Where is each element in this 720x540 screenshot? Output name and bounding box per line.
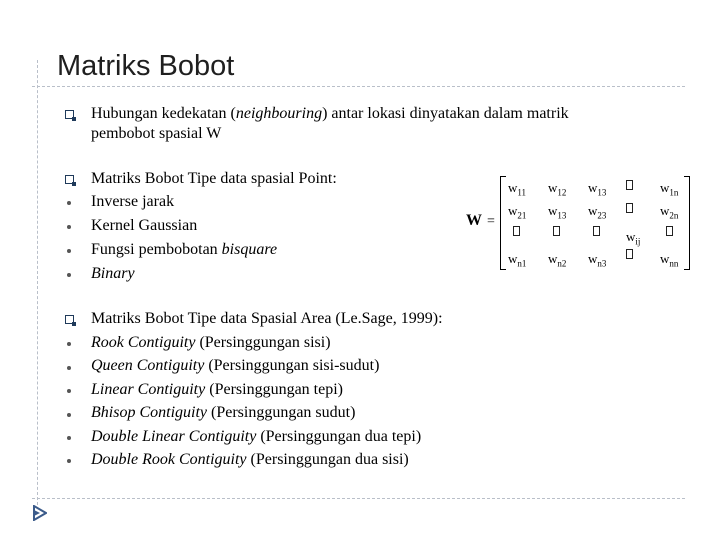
checkbox-bullet-icon bbox=[65, 315, 74, 324]
weight-matrix-figure bbox=[460, 172, 690, 272]
dot-bullet-icon bbox=[67, 366, 71, 370]
placeholder-box-icon bbox=[666, 226, 673, 236]
dot-bullet-icon bbox=[67, 389, 71, 393]
matrix-cell: $w_{n2}$ bbox=[548, 251, 567, 269]
placeholder-box-icon bbox=[593, 226, 600, 236]
slide-nav-icon[interactable] bbox=[33, 505, 47, 526]
matrix-cell: $w_{21}$ bbox=[508, 203, 527, 221]
dot-bullet-icon bbox=[67, 342, 71, 346]
section2-item: Inverse jarak bbox=[91, 193, 175, 210]
slide-title: Matriks Bobot bbox=[57, 50, 235, 82]
section3-item: Double Rook Contiguity (Persinggungan dua sisi) bbox=[91, 451, 409, 468]
matrix-cell: $w_{11}$ bbox=[508, 180, 527, 198]
matrix-cell: $w_{1n}$ bbox=[660, 180, 679, 198]
section3-heading: Matriks Bobot Tipe data Spasial Area (Le.Sage, 1999): bbox=[91, 310, 443, 327]
matrix-cell: $w_{ij}$ bbox=[626, 229, 641, 247]
dot-bullet-icon bbox=[67, 273, 71, 277]
equals-sign: = bbox=[487, 214, 495, 229]
dot-bullet-icon bbox=[67, 201, 71, 205]
section2-item: Fungsi pembobotan bisquare bbox=[91, 241, 278, 258]
matrix-cell: $w_{nn}$ bbox=[660, 251, 679, 269]
dot-bullet-icon bbox=[67, 225, 71, 229]
matrix-cell: $w_{n3}$ bbox=[588, 251, 607, 269]
placeholder-box-icon bbox=[513, 226, 520, 236]
matrix-left-bracket bbox=[500, 176, 506, 270]
matrix-right-bracket bbox=[684, 176, 690, 270]
checkbox-bullet-icon bbox=[65, 110, 74, 119]
dot-bullet-icon bbox=[67, 249, 71, 253]
matrix-label: W bbox=[466, 212, 482, 229]
section2-heading: Matriks Bobot Tipe data spasial Point: bbox=[91, 170, 337, 187]
matrix-cell: $w_{12}$ bbox=[548, 180, 567, 198]
matrix-cell: $w_{13}$ bbox=[548, 203, 567, 221]
matrix-cell: $w_{13}$ bbox=[588, 180, 607, 198]
placeholder-box-icon bbox=[626, 180, 633, 190]
section1-line2: pembobot spasial W bbox=[91, 125, 222, 142]
dot-bullet-icon bbox=[67, 436, 71, 440]
matrix-cell: $w_{n1}$ bbox=[508, 251, 527, 269]
placeholder-box-icon bbox=[626, 203, 633, 213]
placeholder-box-icon bbox=[553, 226, 560, 236]
section3-item: Bhisop Contiguity (Persinggungan sudut) bbox=[91, 404, 356, 421]
title-divider bbox=[32, 86, 685, 87]
section3-item: Double Linear Contiguity (Persinggungan dua tepi) bbox=[91, 428, 422, 445]
section1-line1: Hubungan kedekatan (neighbouring) antar lokasi dinyatakan dalam matrik bbox=[91, 105, 569, 122]
section3-item: Linear Contiguity (Persinggungan tepi) bbox=[91, 381, 343, 398]
section3-item: Rook Contiguity (Persinggungan sisi) bbox=[91, 334, 331, 351]
placeholder-box-icon bbox=[626, 249, 633, 259]
section3-item: Queen Contiguity (Persinggungan sisi-sudut) bbox=[91, 357, 380, 374]
section2-item: Binary bbox=[91, 265, 135, 282]
checkbox-bullet-icon bbox=[65, 175, 74, 184]
section2-item: Kernel Gaussian bbox=[91, 217, 198, 234]
left-vertical-rule bbox=[37, 60, 38, 505]
dot-bullet-icon bbox=[67, 459, 71, 463]
footer-divider bbox=[32, 498, 685, 499]
matrix-cell: $w_{23}$ bbox=[588, 203, 607, 221]
dot-bullet-icon bbox=[67, 413, 71, 417]
matrix-cell: $w_{2n}$ bbox=[660, 203, 679, 221]
